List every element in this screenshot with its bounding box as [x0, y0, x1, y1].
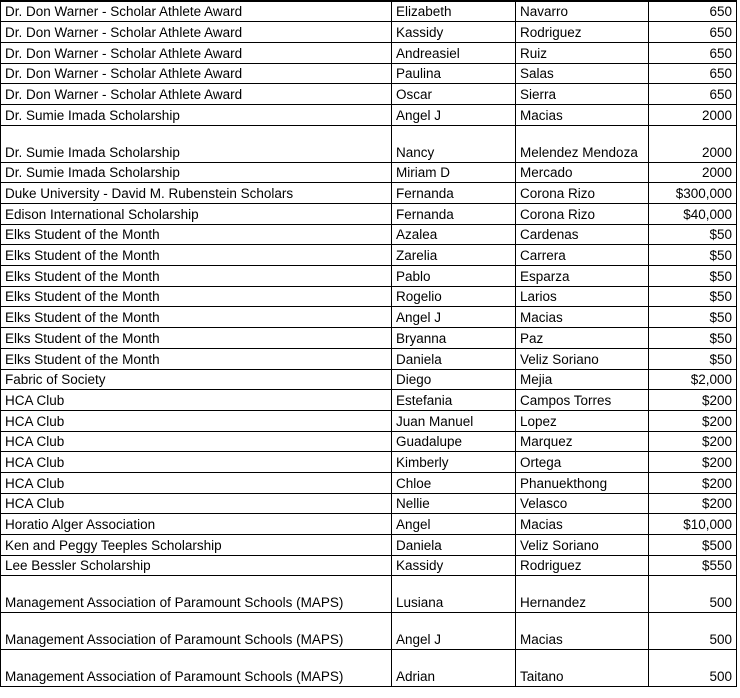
last-name-cell: Ruiz — [516, 42, 649, 63]
award-cell: Elks Student of the Month — [1, 245, 392, 266]
table-row — [1, 22, 737, 43]
table-row — [1, 63, 737, 84]
amount-cell: $200 — [649, 431, 737, 452]
first-name-cell: Nancy — [392, 125, 516, 162]
table-row — [1, 369, 737, 390]
award-cell: Elks Student of the Month — [1, 266, 392, 287]
last-name-cell: Macias — [516, 613, 649, 650]
award-cell: Dr. Don Warner - Scholar Athlete Award — [1, 22, 392, 43]
award-cell: Ken and Peggy Teeples Scholarship — [1, 535, 392, 556]
last-name-cell: Corona Rizo — [516, 183, 649, 204]
award-cell: Elks Student of the Month — [1, 328, 392, 349]
table-row — [1, 286, 737, 307]
first-name-cell: Andreasiel — [392, 42, 516, 63]
award-cell: HCA Club — [1, 493, 392, 514]
last-name-cell: Esparza — [516, 266, 649, 287]
amount-cell: $200 — [649, 493, 737, 514]
award-cell: HCA Club — [1, 452, 392, 473]
last-name-cell: Sierra — [516, 84, 649, 105]
award-cell: HCA Club — [1, 410, 392, 431]
last-name-cell: Taitano — [516, 650, 649, 687]
last-name-cell: Macias — [516, 307, 649, 328]
last-name-cell: Salas — [516, 63, 649, 84]
last-name-cell: Velasco — [516, 493, 649, 514]
award-cell: Dr. Don Warner - Scholar Athlete Award — [1, 42, 392, 63]
last-name-cell: Corona Rizo — [516, 204, 649, 225]
first-name-cell: Adrian — [392, 650, 516, 687]
first-name-cell: Lusiana — [392, 576, 516, 613]
first-name-cell: Kimberly — [392, 452, 516, 473]
first-name-cell: Diego — [392, 369, 516, 390]
table-row — [1, 493, 737, 514]
first-name-cell: Angel J — [392, 613, 516, 650]
first-name-cell: Paulina — [392, 63, 516, 84]
last-name-cell: Lopez — [516, 410, 649, 431]
amount-cell: 650 — [649, 1, 737, 22]
award-cell: Fabric of Society — [1, 369, 392, 390]
table-row — [1, 1, 737, 22]
award-cell: Horatio Alger Association — [1, 514, 392, 535]
table-body — [1, 1, 737, 687]
award-cell: Dr. Sumie Imada Scholarship — [1, 104, 392, 125]
last-name-cell: Cardenas — [516, 224, 649, 245]
table-row — [1, 472, 737, 493]
first-name-cell: Juan Manuel — [392, 410, 516, 431]
amount-cell: 2000 — [649, 162, 737, 183]
first-name-cell: Azalea — [392, 224, 516, 245]
last-name-cell: Veliz Soriano — [516, 535, 649, 556]
amount-cell: $550 — [649, 555, 737, 576]
last-name-cell: Rodriguez — [516, 555, 649, 576]
award-cell: Dr. Don Warner - Scholar Athlete Award — [1, 1, 392, 22]
award-cell: Dr. Don Warner - Scholar Athlete Award — [1, 63, 392, 84]
table-row — [1, 514, 737, 535]
last-name-cell: Macias — [516, 104, 649, 125]
award-cell: Dr. Sumie Imada Scholarship — [1, 125, 392, 162]
award-cell: Edison International Scholarship — [1, 204, 392, 225]
last-name-cell: Marquez — [516, 431, 649, 452]
first-name-cell: Miriam D — [392, 162, 516, 183]
amount-cell: $200 — [649, 472, 737, 493]
first-name-cell: Oscar — [392, 84, 516, 105]
first-name-cell: Chloe — [392, 472, 516, 493]
last-name-cell: Mejia — [516, 369, 649, 390]
award-cell: Elks Student of the Month — [1, 348, 392, 369]
award-cell: HCA Club — [1, 431, 392, 452]
table-row — [1, 224, 737, 245]
table-row — [1, 307, 737, 328]
first-name-cell: Estefania — [392, 390, 516, 411]
award-cell: Management Association of Paramount Schools (MAPS) — [1, 576, 392, 613]
award-cell: Elks Student of the Month — [1, 224, 392, 245]
amount-cell: $50 — [649, 224, 737, 245]
amount-cell: 650 — [649, 22, 737, 43]
amount-cell: 2000 — [649, 125, 737, 162]
last-name-cell: Macias — [516, 514, 649, 535]
first-name-cell: Elizabeth — [392, 1, 516, 22]
amount-cell: 650 — [649, 63, 737, 84]
award-cell: Lee Bessler Scholarship — [1, 555, 392, 576]
last-name-cell: Melendez Mendoza — [516, 125, 649, 162]
amount-cell: 500 — [649, 613, 737, 650]
amount-cell: $50 — [649, 286, 737, 307]
table-row — [1, 650, 737, 687]
last-name-cell: Rodriguez — [516, 22, 649, 43]
table-row — [1, 555, 737, 576]
last-name-cell: Campos Torres — [516, 390, 649, 411]
first-name-cell: Kassidy — [392, 22, 516, 43]
table-row — [1, 204, 737, 225]
amount-cell: 500 — [649, 650, 737, 687]
table-row — [1, 84, 737, 105]
amount-cell: 2000 — [649, 104, 737, 125]
first-name-cell: Zarelia — [392, 245, 516, 266]
amount-cell: $2,000 — [649, 369, 737, 390]
table-row — [1, 328, 737, 349]
table-row — [1, 390, 737, 411]
table-row — [1, 183, 737, 204]
first-name-cell: Angel — [392, 514, 516, 535]
award-cell: HCA Club — [1, 390, 392, 411]
first-name-cell: Pablo — [392, 266, 516, 287]
award-cell: Duke University - David M. Rubenstein Scholars — [1, 183, 392, 204]
first-name-cell: Angel J — [392, 307, 516, 328]
first-name-cell: Angel J — [392, 104, 516, 125]
table-row — [1, 245, 737, 266]
table-row — [1, 576, 737, 613]
table-row — [1, 452, 737, 473]
amount-cell: $50 — [649, 307, 737, 328]
award-cell: Elks Student of the Month — [1, 286, 392, 307]
first-name-cell: Guadalupe — [392, 431, 516, 452]
amount-cell: $300,000 — [649, 183, 737, 204]
amount-cell: $200 — [649, 452, 737, 473]
last-name-cell: Paz — [516, 328, 649, 349]
last-name-cell: Hernandez — [516, 576, 649, 613]
first-name-cell: Daniela — [392, 348, 516, 369]
table-row — [1, 42, 737, 63]
amount-cell: $200 — [649, 390, 737, 411]
amount-cell: $50 — [649, 348, 737, 369]
award-cell: Dr. Sumie Imada Scholarship — [1, 162, 392, 183]
first-name-cell: Fernanda — [392, 183, 516, 204]
first-name-cell: Daniela — [392, 535, 516, 556]
last-name-cell: Veliz Soriano — [516, 348, 649, 369]
amount-cell: 650 — [649, 84, 737, 105]
last-name-cell: Larios — [516, 286, 649, 307]
award-cell: HCA Club — [1, 472, 392, 493]
first-name-cell: Nellie — [392, 493, 516, 514]
last-name-cell: Carrera — [516, 245, 649, 266]
last-name-cell: Mercado — [516, 162, 649, 183]
amount-cell: 500 — [649, 576, 737, 613]
last-name-cell: Navarro — [516, 1, 649, 22]
table-row — [1, 104, 737, 125]
first-name-cell: Kassidy — [392, 555, 516, 576]
table-row — [1, 613, 737, 650]
first-name-cell: Rogelio — [392, 286, 516, 307]
award-cell: Management Association of Paramount Schools (MAPS) — [1, 613, 392, 650]
last-name-cell: Phanuekthong — [516, 472, 649, 493]
amount-cell: $50 — [649, 245, 737, 266]
amount-cell: $10,000 — [649, 514, 737, 535]
table-row — [1, 535, 737, 556]
table-row — [1, 266, 737, 287]
table-row — [1, 162, 737, 183]
amount-cell: $40,000 — [649, 204, 737, 225]
amount-cell: $500 — [649, 535, 737, 556]
last-name-cell: Ortega — [516, 452, 649, 473]
table-row — [1, 348, 737, 369]
amount-cell: $50 — [649, 328, 737, 349]
award-cell: Dr. Don Warner - Scholar Athlete Award — [1, 84, 392, 105]
table-row — [1, 410, 737, 431]
first-name-cell: Fernanda — [392, 204, 516, 225]
amount-cell: $200 — [649, 410, 737, 431]
first-name-cell: Bryanna — [392, 328, 516, 349]
amount-cell: 650 — [649, 42, 737, 63]
table-row — [1, 125, 737, 162]
table-row — [1, 431, 737, 452]
amount-cell: $50 — [649, 266, 737, 287]
award-cell: Management Association of Paramount Schools (MAPS) — [1, 650, 392, 687]
award-cell: Elks Student of the Month — [1, 307, 392, 328]
